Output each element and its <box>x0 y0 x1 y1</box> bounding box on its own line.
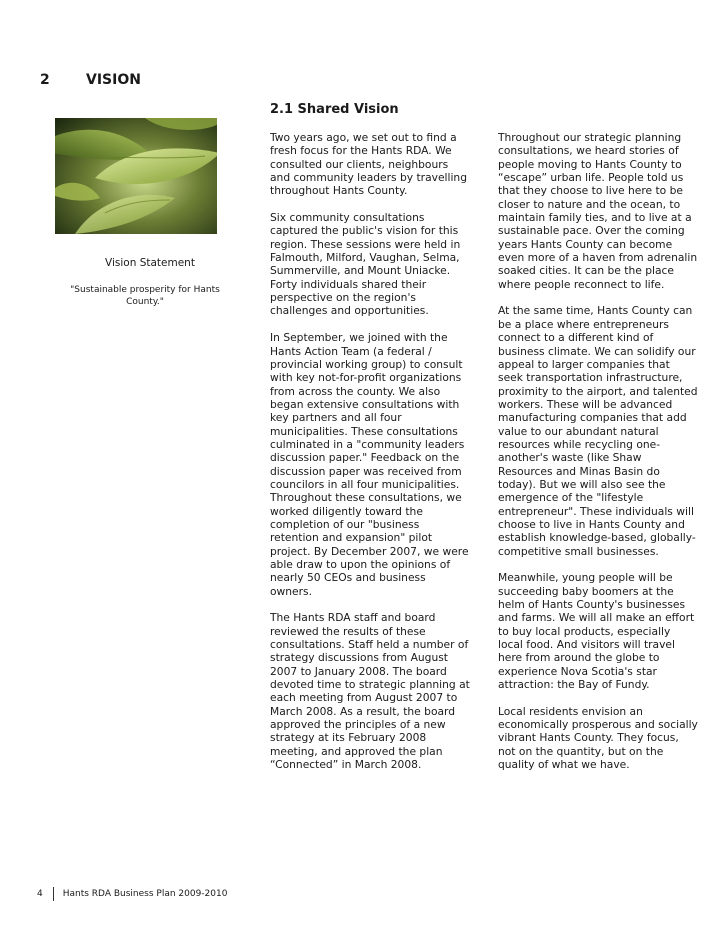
footer-divider <box>53 887 54 901</box>
paragraph: The Hants RDA staff and board reviewed the results of these consultations. Staff held a number of strategy discussions from August 2007 to January 2008. The board devoted time to strategic planning at each meeting from August 2007 to March 2008. As a result, the board approved the principles of a new strategy at its February 2008 meeting, and approved the plan “Connected” in March 2008. <box>270 611 470 772</box>
page-number: 4 <box>37 889 43 899</box>
paragraph: Two years ago, we set out to find a fresh focus for the Hants RDA. We consulted our clients, neighbours and community leaders by travelling throughout Hants County. <box>270 131 467 198</box>
document-title: Hants RDA Business Plan 2009-2010 <box>62 889 228 899</box>
text-column-left <box>270 131 470 785</box>
section-title: 2.1 Shared Vision <box>270 102 399 117</box>
paragraph: At the same time, Hants County can be a place where entrepreneurs connect to a different kind of business climate. We can solidify our appeal to larger companies that seek transportation infrastructure, proximity to the airport, and talented workers. These will be advanced manufacturing companies that add value to our abundant natural resources while recycling one-another's waste (like Shaw Resources and Minas Basin do today). But we will also see the emergence of the "lifestyle entrepreneur". These individuals will choose to live in Hants County and establish knowledge-based, globally-competitive small businesses. <box>498 304 698 558</box>
vision-statement-label: Vision Statement <box>105 257 195 269</box>
vision-statement-quote: "Sustainable prosperity for Hants County." <box>70 285 220 307</box>
leaves-photo <box>55 118 217 234</box>
paragraph: Six community consultations captured the public's vision for this region. These sessions were held in Falmouth, Milford, Vaughan, Selma, Summerville, and Mount Uniacke. Forty individuals shared their perspective on the region's challenges and opportunities. <box>270 211 461 318</box>
chapter-number: 2 <box>40 72 50 88</box>
paragraph: Throughout our strategic planning consultations, we heard stories of people moving to Hants County to “escape” urban life. People told us that they choose to live here to be closer to nature and the ocean, to maintain family ties, and to live at a sustainable pace. Over the coming years Hants County can become even more of a haven from adrenalin soaked cities. It can be the place where people reconnect to life. <box>498 131 698 291</box>
paragraph: In September, we joined with the Hants Action Team (a federal / provincial working group) to consult with key not-for-profit organizations from across the county. We also began extensive consultations with key partners and all four municipalities. These consultations culminated in a "community leaders discussion paper." Feedback on the discussion paper was received from councilors in all four municipalities. Throughout these consultations, we worked diligently toward the completion of our "business retention and expansion" pilot project. By December 2007, we were able draw to upon the opinions of nearly 50 CEOs and business owners. <box>270 331 469 598</box>
text-column-right <box>498 131 698 785</box>
paragraph: Meanwhile, young people will be succeeding baby boomers at the helm of Hants County's businesses and farms. We will all make an effort to buy local products, especially local food. And visitors will travel here from around the globe to experience Nova Scotia's star attraction: the Bay of Fundy. <box>498 571 695 692</box>
chapter-title: VISION <box>86 72 141 88</box>
paragraph: Local residents envision an economically prosperous and socially vibrant Hants County. They focus, not on the quantity, but on the quality of what we have. <box>498 704 698 772</box>
page-footer <box>37 887 227 901</box>
